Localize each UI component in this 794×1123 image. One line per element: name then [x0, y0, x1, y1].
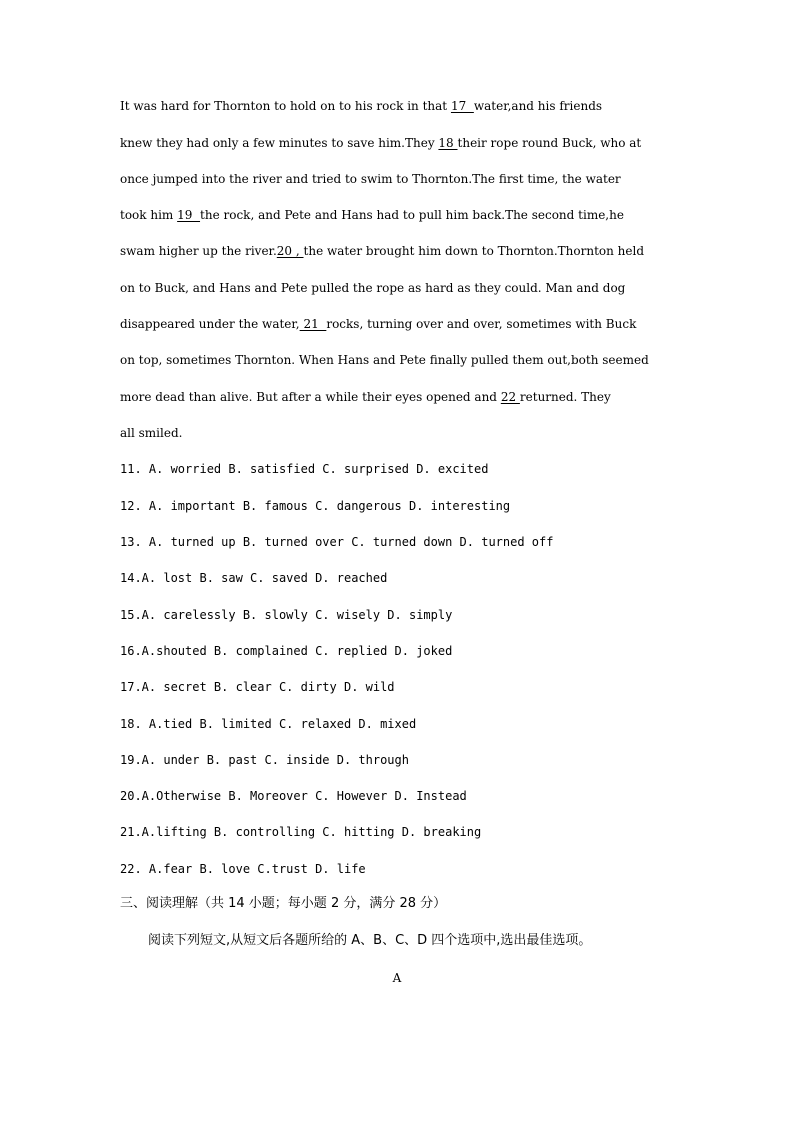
question-options: 13. A. turned up B. turned over C. turned down D. turned off	[120, 535, 554, 549]
question-options: 22. A.fear B. love C.trust D. life	[120, 862, 366, 876]
passage-text: more dead than alive. But after a while their eyes opened and	[120, 390, 501, 404]
question-options: 12. A. important B. famous C. dangerous D. interesting	[120, 499, 511, 513]
answer-blank: 20 ,	[276, 244, 304, 258]
answer-blank: 17	[450, 99, 474, 113]
section-heading: 三、阅读理解（共 14 小题；每小题 2 分，满分 28 分）	[120, 896, 447, 911]
passage-text: knew they had only a few minutes to save him.They	[120, 136, 439, 150]
passage-text: water,and his friends	[473, 99, 603, 113]
passage-text: returned. They	[519, 390, 611, 404]
answer-blank: 19	[177, 208, 201, 222]
passage-line	[120, 388, 674, 406]
passage-line	[120, 351, 674, 369]
passage-text: disappeared under the water,	[120, 317, 300, 331]
passage-text: rocks, turning over and over, sometimes with Buck	[326, 317, 637, 331]
passage-text: the water brought him down to Thornton.Thornton held	[303, 244, 645, 258]
question-options: 14.A. lost B. saw C. saved D. reached	[120, 571, 388, 585]
question-options: 17.A. secret B. clear C. dirty D. wild	[120, 680, 395, 694]
passage-text: swam higher up the river.	[120, 244, 277, 258]
passage-line	[120, 97, 674, 115]
passage-text: once jumped into the river and tried to swim to Thornton.The first time, the water	[120, 172, 621, 186]
question-options: 18. A.tied B. limited C. relaxed D. mixed	[120, 717, 417, 731]
instruction-text: 阅读下列短文,从短文后各题所给的 A、B、C、D 四个选项中,选出最佳选项。	[148, 933, 592, 948]
passage-line	[120, 206, 674, 224]
question-options: 19.A. under B. past C. inside D. through	[120, 753, 409, 767]
answer-blank: 21	[299, 317, 327, 331]
answer-blank: 22	[500, 390, 520, 404]
passage-text: all smiled.	[120, 426, 183, 440]
passage-label: A	[392, 971, 402, 985]
passage-line	[120, 170, 674, 188]
question-options: 20.A.Otherwise B. Moreover C. However D. Instead	[120, 789, 467, 803]
passage-line	[120, 279, 674, 297]
passage-text: It was hard for Thornton to hold on to his rock in that	[120, 99, 451, 113]
passage-text: their rope round Buck, who at	[457, 136, 642, 150]
answer-blank: 18	[438, 136, 458, 150]
passage-line	[120, 134, 674, 152]
question-options: 11. A. worried B. satisfied C. surprised D. excited	[120, 462, 489, 476]
passage-text: the rock, and Pete and Hans had to pull him back.The second time,he	[200, 208, 624, 222]
passage-line	[120, 315, 674, 333]
passage-text: took him	[120, 208, 178, 222]
passage-line	[120, 424, 674, 442]
question-options: 16.A.shouted B. complained C. replied D. joked	[120, 644, 453, 658]
question-options: 21.A.lifting B. controlling C. hitting D. breaking	[120, 825, 482, 839]
question-options: 15.A. carelessly B. slowly C. wisely D. simply	[120, 608, 453, 622]
passage-text: on top, sometimes Thornton. When Hans and Pete finally pulled them out,both seemed	[120, 353, 649, 367]
passage-text: on to Buck, and Hans and Pete pulled the rope as hard as they could. Man and dog	[120, 281, 626, 295]
passage-line	[120, 242, 674, 260]
